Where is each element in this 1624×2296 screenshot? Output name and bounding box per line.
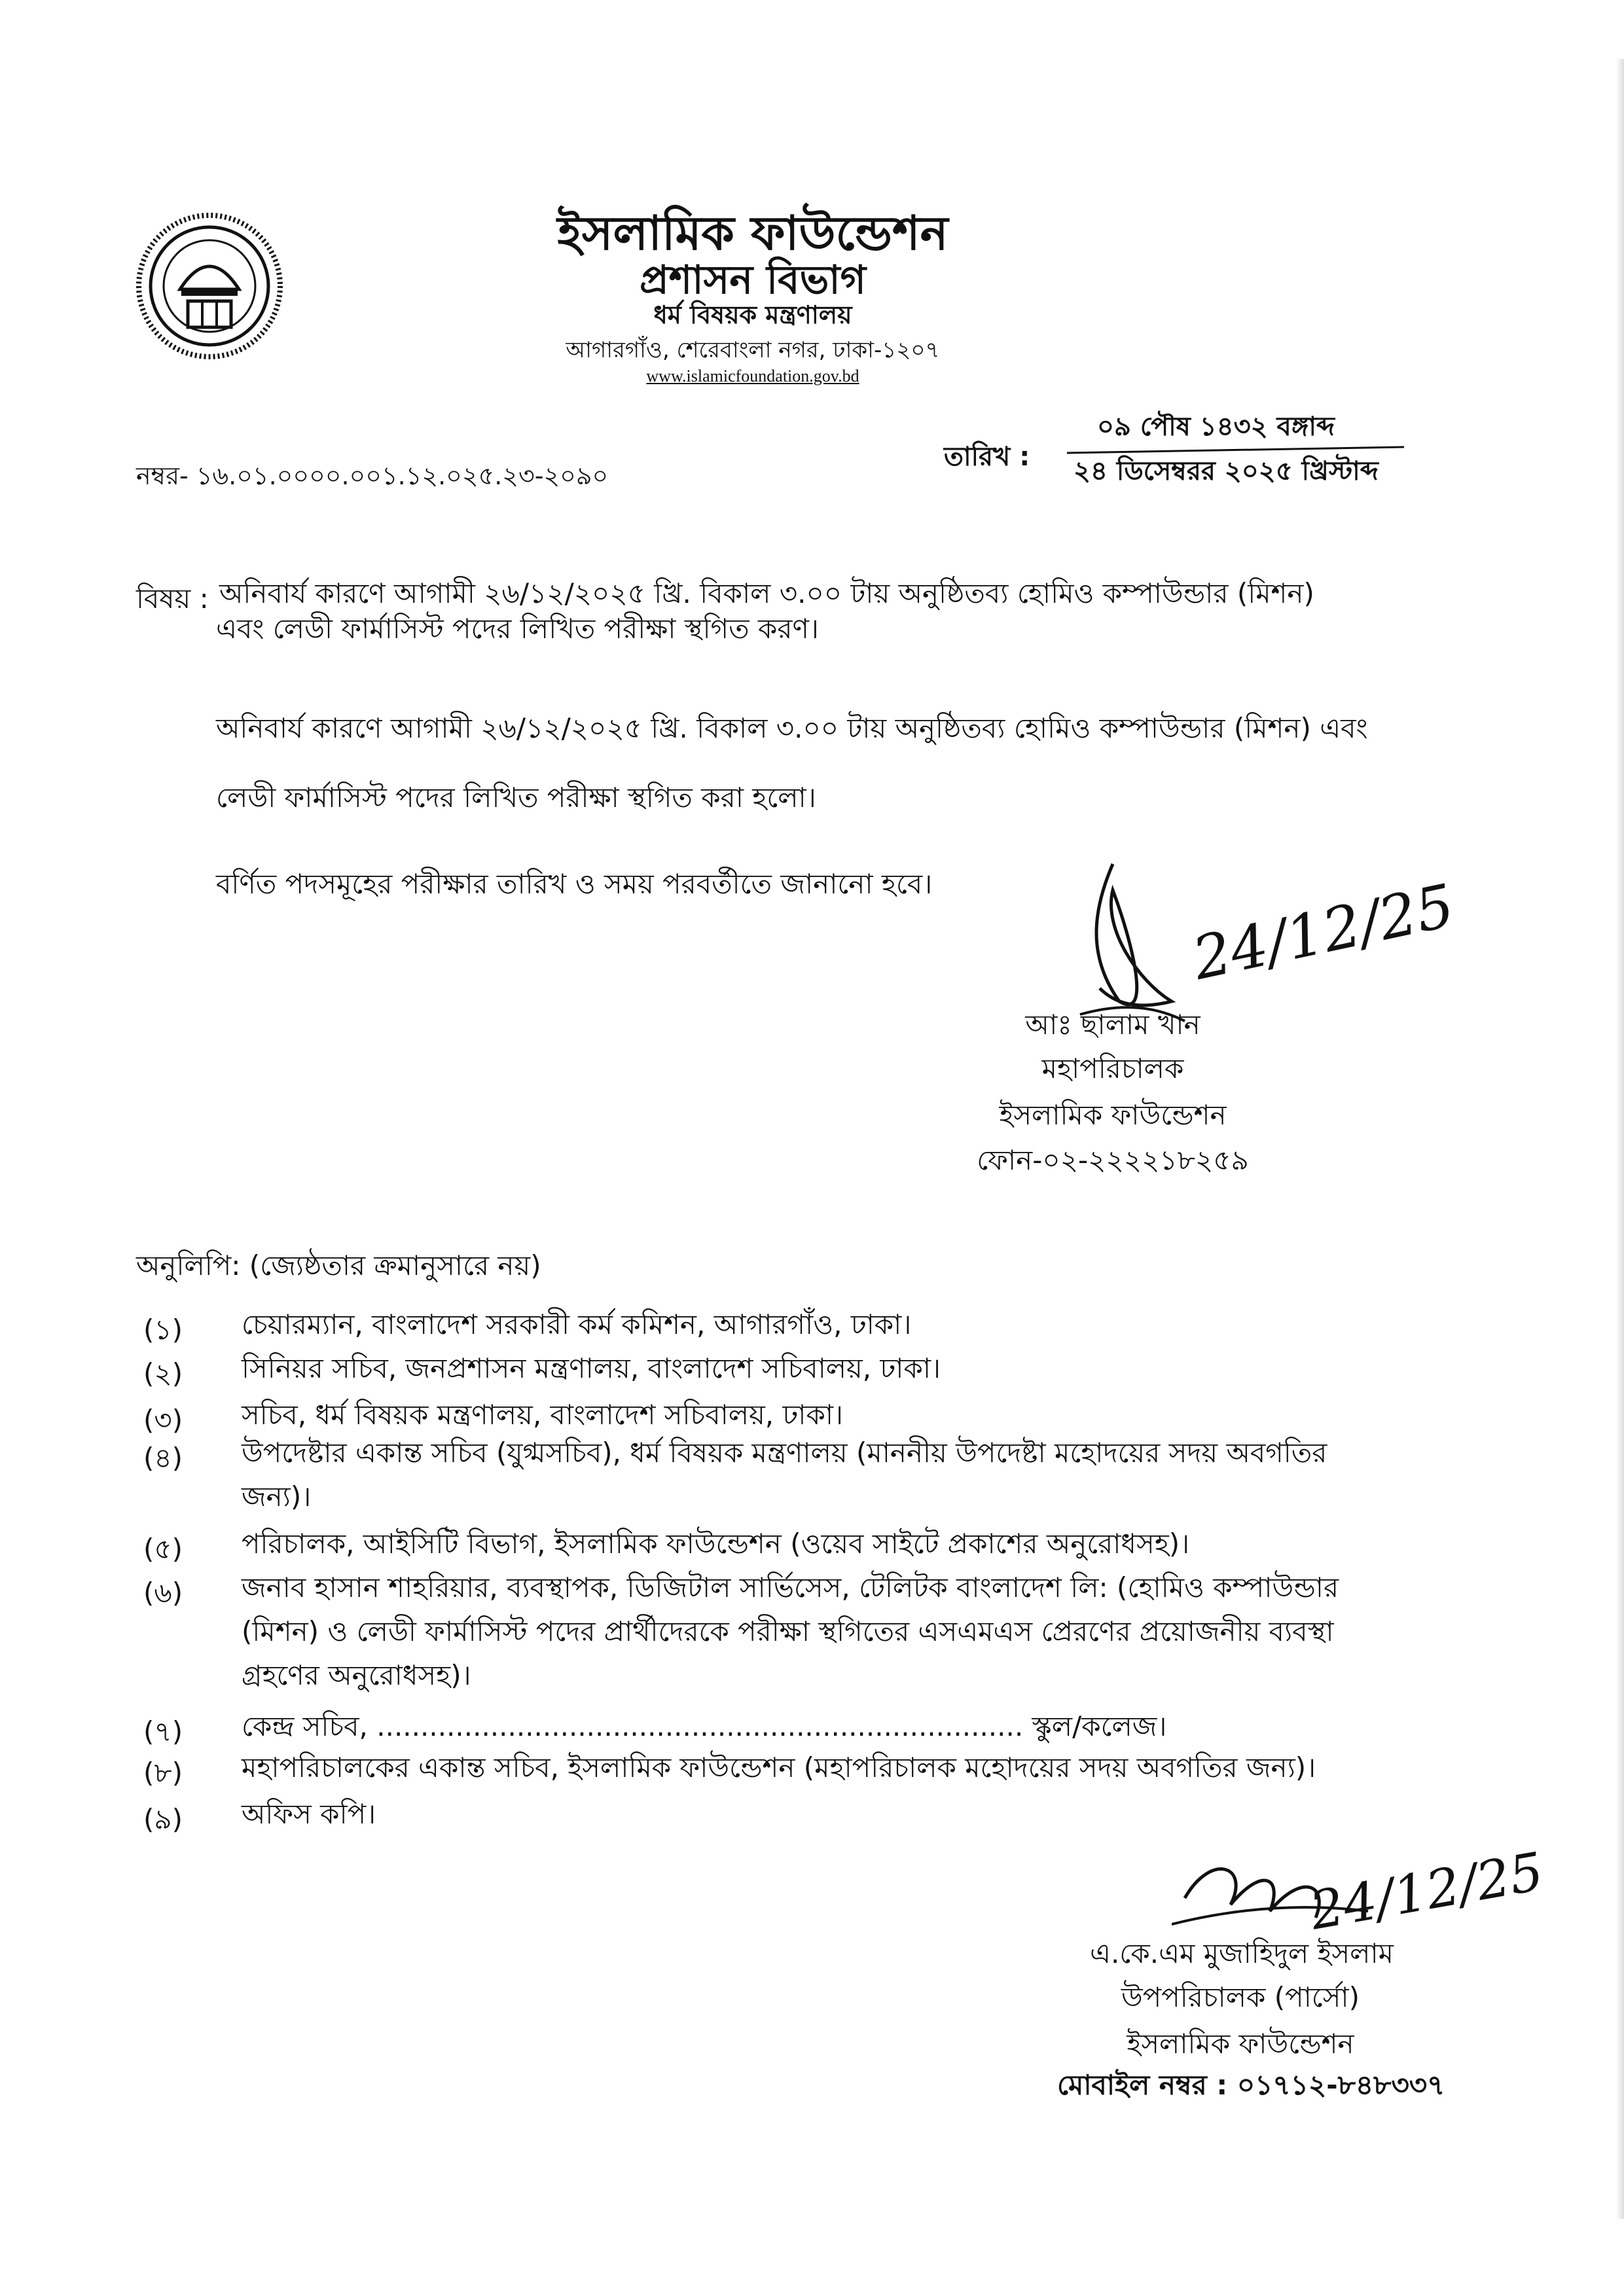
subject-line-1: অনিবার্য কারণে আগামী ২৬/১২/২০২৫ খ্রি. বিকাল ৩.০০ টায় অনুষ্ঠিতব্য হোমিও কম্পাউন্ডার (মিশন) <box>219 577 1314 609</box>
copy-item-text: চেয়ারম্যান, বাংলাদেশ সরকারী কর্ম কমিশন, আগারগাঁও, ঢাকা। <box>242 1308 912 1340</box>
copy-item-text: সিনিয়র সচিব, জনপ্রশাসন মন্ত্রণালয়, বাংলাদেশ সচিবালয়, ঢাকা। <box>242 1352 941 1384</box>
date-divider <box>1067 446 1404 454</box>
body-line-2: লেডী ফার্মাসিস্ট পদের লিখিত পরীক্ষা স্থগিত করা হলো। <box>216 781 816 814</box>
date-gregorian: ২৪ ডিসেম্বরর ২০২৫ খ্রিস্টাব্দ <box>1074 456 1379 486</box>
copy-item-number: (৯) <box>143 1803 183 1835</box>
copy-item-number: (৬) <box>143 1577 183 1609</box>
signatory-1-name: আঃ ছালাম খান <box>1025 1009 1200 1041</box>
copy-item-text: কেন্দ্র সচিব, .......................................................................... স্কুল/কলেজ। <box>242 1710 1167 1742</box>
subject-label: বিষয় : <box>136 583 209 615</box>
copy-item-text: জন্য)। <box>242 1480 312 1513</box>
copy-item-number: (১) <box>143 1314 183 1346</box>
date-bangla: ০৯ পৌষ ১৪৩২ বঙ্গাব্দ <box>1097 412 1335 442</box>
memo-number: নম্বর- ১৬.০১.০০০০.০০১.১২.০২৫.২৩-২০৯০ <box>136 461 609 490</box>
copy-item-text: উপদেষ্টার একান্ত সচিব (যুগ্মসচিব), ধর্ম বিষয়ক মন্ত্রণালয় (মাননীয় উপদেষ্টা মহোদয়ের সদয় অবগতির <box>242 1437 1327 1469</box>
copy-item-number: (৪) <box>143 1442 183 1474</box>
copy-item-text: জনাব হাসান শাহরিয়ার, ব্যবস্থাপক, ডিজিটাল সার্ভিসেস, টেলিটক বাংলাদেশ লি: (হোমিও কম্পাউন্ডার <box>242 1571 1339 1604</box>
copy-item-text: পরিচালক, আইসিটি বিভাগ, ইসলামিক ফাউন্ডেশন (ওয়েব সাইটে প্রকাশের অনুরোধসহ)। <box>242 1528 1190 1560</box>
body-line-1: অনিবার্য কারণে আগামী ২৬/১২/২০২৫ খ্রি. বিকাল ৩.০০ টায় অনুষ্ঠিতব্য হোমিও কম্পাউন্ডার (মিশন) এবং <box>216 712 1368 744</box>
copy-item-text: অফিস কপি। <box>242 1798 376 1830</box>
signatory-2-name: এ.কে.এম মুজাহিদুল ইসলাম <box>1090 1937 1394 1969</box>
copy-item-number: (২) <box>143 1357 183 1390</box>
address: আগারগাঁও, শেরেবাংলা নগর, ঢাকা-১২০৭ <box>566 337 940 363</box>
website-link[interactable]: www.islamicfoundation.gov.bd <box>646 367 859 386</box>
signature-2-date: 24/12/25 <box>1305 1840 1548 1942</box>
org-name-heading: ইসলামিক ফাউন্ডেশন <box>557 206 948 260</box>
copy-item-number: (৮) <box>143 1757 183 1789</box>
date-label: তারিখ : <box>944 442 1030 472</box>
department-heading: প্রশাসন বিভাগ <box>639 257 867 303</box>
copy-item-text: গ্রহণের অনুরোধসহ)। <box>242 1659 471 1691</box>
copy-item-number: (৩) <box>143 1404 183 1436</box>
ministry-name: ধর্ম বিষয়ক মন্ত্রণালয় <box>653 300 852 329</box>
signatory-2-org: ইসলামিক ফাউন্ডেশন <box>1127 2028 1354 2060</box>
signatory-2-mobile: মোবাইল নম্বর : ০১৭১২-৮৪৮৩৩৭ <box>1057 2069 1445 2101</box>
copy-item-text: সচিব, ধর্ম বিষয়ক মন্ত্রণালয়, বাংলাদেশ সচিবালয়, ঢাকা। <box>242 1399 844 1431</box>
signature-1-date: 24/12/25 <box>1187 871 1460 994</box>
scan-edge-shadow <box>1616 59 1624 2219</box>
signatory-1-org: ইসলামিক ফাউন্ডেশন <box>999 1099 1227 1131</box>
copy-item-text: মহাপরিচালকের একান্ত সচিব, ইসলামিক ফাউন্ডেশন (মহাপরিচালক মহোদয়ের সদয় অবগতির জন্য)। <box>242 1751 1316 1784</box>
body-paragraph-2: বর্ণিত পদসমূহের পরীক্ষার তারিখ ও সময় পরবর্তীতে জানানো হবে। <box>216 868 933 900</box>
copies-heading: অনুলিপি: (জ্যেষ্ঠতার ক্রমানুসারে নয়) <box>136 1249 541 1282</box>
signatory-2-title: উপপরিচালক (পার্সো) <box>1121 1981 1360 2013</box>
subject-line-2: এবং লেডী ফার্মাসিস্ট পদের লিখিত পরীক্ষা স্থগিত করণ। <box>216 613 819 645</box>
copy-item-text: (মিশন) ও লেডী ফার্মাসিস্ট পদের প্রার্থীদেরকে পরীক্ষা স্থগিতের এসএমএস প্রেরণের প্রয়োজনীয় ব্যবস্থা <box>242 1615 1334 1647</box>
copy-item-number: (৫) <box>143 1533 183 1565</box>
signatory-1-title: মহাপরিচালক <box>1041 1052 1184 1085</box>
copy-item-number: (৭) <box>143 1715 183 1748</box>
islamic-foundation-logo-icon <box>134 211 285 361</box>
signatory-1-phone: ফোন-০২-২২২২১৮২৫৯ <box>977 1144 1249 1176</box>
